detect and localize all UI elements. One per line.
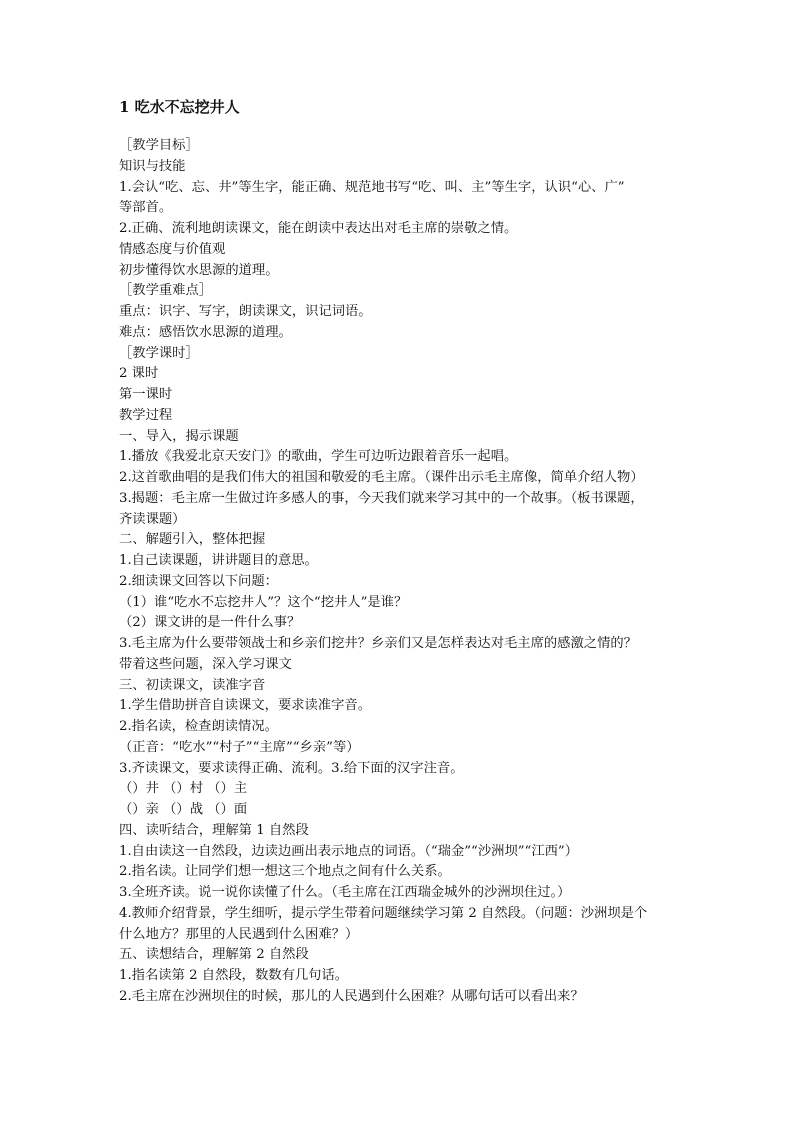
- text-line: （1）谁“吃水不忘挖井人”？这个“挖井人”是谁？: [119, 594, 408, 610]
- text-line: 重点：识字、写字，朗读课文，识记词语。: [119, 304, 372, 319]
- text-line: 2 课时: [119, 366, 159, 382]
- text-line: 难点：感悟饮水思源的道理。: [119, 324, 292, 340]
- lesson-body: [119, 136, 679, 1008]
- text-line: 1.自己读课题，讲讲题目的意思。: [119, 553, 318, 568]
- text-line: 2.指名读，检查朗读情况。: [119, 719, 278, 734]
- text-line: 1.会认“吃、忘、井”等生字，能正确、规范地书写“吃、叫、主”等生字，认识“心、广”: [119, 179, 625, 195]
- text-line: 什么地方？那里的人民遇到什么困难？）: [119, 926, 359, 942]
- text-line: 齐读课题）: [119, 511, 186, 527]
- text-line: 2.细读课文回答以下问题：: [119, 573, 278, 589]
- text-line: （正音：“吃水”“村子”“主席”“乡亲”等）: [119, 739, 360, 755]
- text-line: ［教学重难点］: [119, 283, 213, 299]
- text-line: 第一课时: [119, 387, 173, 402]
- text-line: （）井 （）村 （）主: [119, 781, 248, 797]
- text-line: 五、读想结合，理解第 2 自然段: [119, 947, 309, 963]
- text-line: 带着这些问题，深入学习课文: [119, 656, 292, 672]
- text-line: 3.全班齐读。说一说你读懂了什么。（毛主席在江西瑞金城外的沙洲坝住过。）: [119, 885, 571, 900]
- text-line: ［教学课时］: [119, 345, 199, 361]
- text-line: 三、初读课文，读准字音: [119, 677, 266, 693]
- text-line: 2.毛主席在沙洲坝住的时候，那儿的人民遇到什么困难？从哪句话可以看出来？: [119, 988, 584, 1004]
- text-line: 2.指名读。让同学们想一想这三个地点之间有什么关系。: [119, 864, 451, 880]
- text-line: 1.学生借助拼音自读课文，要求读准字音。: [119, 698, 372, 714]
- text-line: 初步懂得饮水思源的道理。: [119, 262, 279, 278]
- text-line: 4.教师介绍背景，学生细听，提示学生带着问题继续学习第 2 自然段。（问题：沙洲坝是个: [119, 905, 648, 921]
- text-line: 二、解题引入，整体把握: [119, 532, 266, 548]
- text-line: 1.播放《我爱北京天安门》的歌曲，学生可边听边跟着音乐一起唱。: [119, 449, 518, 465]
- text-line: 3.齐读课文，要求读得正确、流利。3.给下面的汉字注音。: [119, 760, 464, 776]
- lesson-title: 1 吃水不忘挖井人: [119, 98, 240, 116]
- text-line: 一、导入，揭示课题: [119, 428, 239, 444]
- text-line: 3.揭题：毛主席一生做过许多感人的事，今天我们就来学习其中的一个故事。（板书课题，: [119, 490, 644, 506]
- text-line: 3.毛主席为什么要带领战士和乡亲们挖井？乡亲们又是怎样表达对毛主席的感激之情的？: [119, 636, 637, 651]
- text-line: 1.自由读这一自然段，边读边画出表示地点的词语。（“瑞金”“沙洲坝”“江西”）: [119, 843, 579, 859]
- text-line: ［教学目标］: [119, 138, 199, 153]
- text-line: 教学过程: [119, 407, 173, 423]
- text-line: （）亲 （）战 （）面: [119, 802, 248, 817]
- text-line: 2.这首歌曲唱的是我们伟大的祖国和敬爱的毛主席。（课件出示毛主席像，简单介绍人物）: [119, 470, 644, 485]
- text-line: 知识与技能: [119, 158, 186, 174]
- text-line: 等部首。: [119, 200, 173, 216]
- text-line: 四、读听结合，理解第 1 自然段: [119, 822, 309, 838]
- text-line: 情感态度与价值观: [119, 241, 226, 257]
- text-line: （2）课文讲的是一件什么事？: [119, 615, 301, 631]
- text-line: 2.正确、流利地朗读课文，能在朗读中表达出对毛主席的崇敬之情。: [119, 221, 518, 236]
- text-line: 1.指名读第 2 自然段，数数有几句话。: [119, 968, 349, 983]
